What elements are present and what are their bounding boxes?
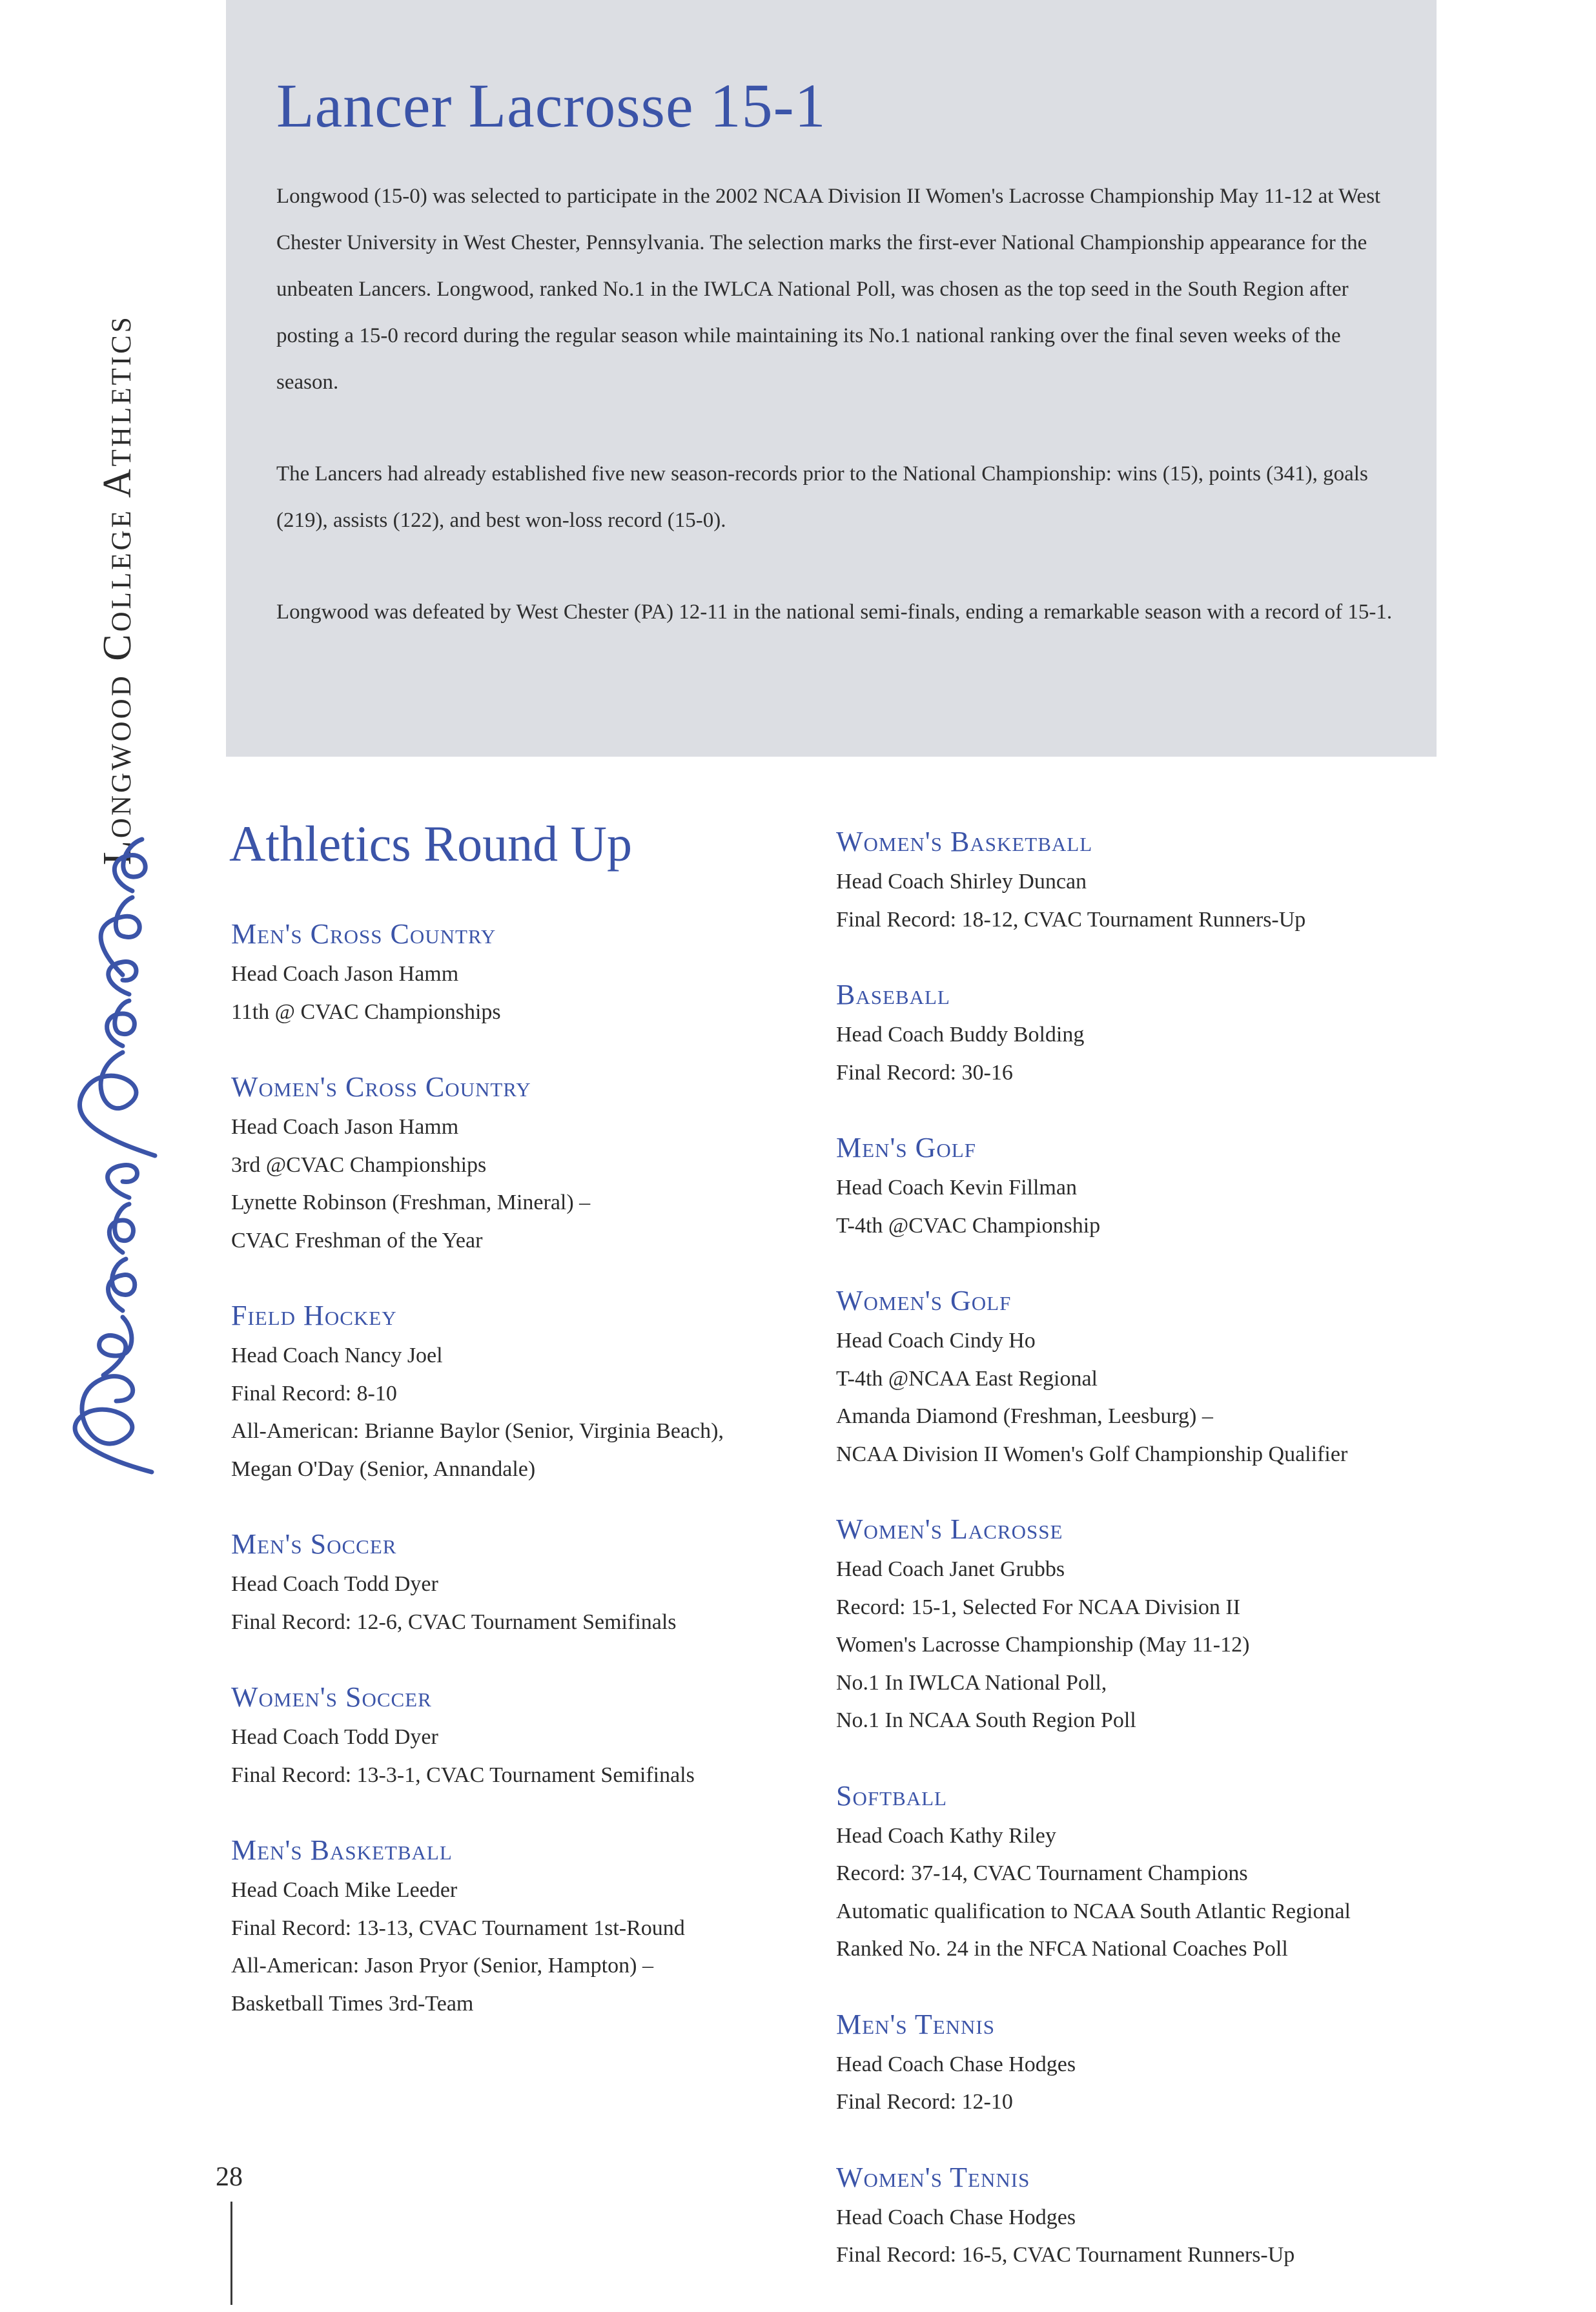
feature-title: Lancer Lacrosse 15-1	[276, 71, 826, 140]
sport-detail: Final Record: 13-13, CVAC Tournament 1st-Round	[231, 1916, 685, 1940]
sport-detail: NCAA Division II Women's Golf Championship Qualifier	[836, 1442, 1348, 1466]
sport-detail: No.1 In NCAA South Region Poll	[836, 1708, 1136, 1732]
sport-entry	[231, 916, 812, 1031]
feature-paragraph: Longwood (15-0) was selected to participate in the 2002 NCAA Division II Women's Lacrosse Championship May 11-12 at West Chester University in West Chester, Pennsylvania. The selection marks the first-ever National Championship appearance for the unbeaten Lancers. Longwood, ranked No.1 in the IWLCA National Poll, was chosen as the top seed in the South Region after posting a 15-0 record during the regular season while maintaining its No.1 national ranking over the final seven weeks of the season.	[276, 185, 1381, 394]
sport-detail: Head Coach Kevin Fillman	[836, 1176, 1077, 1200]
sport-name: Softball	[836, 1779, 947, 1812]
sport-detail: All-American: Jason Pryor (Senior, Hampton) –	[231, 1954, 653, 1978]
sport-entry	[836, 1777, 1417, 1969]
feature-paragraph: Longwood was defeated by West Chester (PA) 12-11 in the national semi-finals, ending a remarkable season with a record of 15-1.	[276, 600, 1393, 624]
sport-detail: Basketball Times 3rd-Team	[231, 1991, 474, 2016]
sport-detail: Head Coach Nancy Joel	[231, 1344, 443, 1367]
sport-detail: Head Coach Cindy Ho	[836, 1329, 1036, 1353]
sport-detail: Final Record: 16-5, CVAC Tournament Runners-Up	[836, 2243, 1295, 2267]
sport-detail: Head Coach Buddy Bolding	[836, 1023, 1085, 1047]
side-title: Longwood College Athletics	[96, 314, 139, 865]
sport-detail: Head Coach Chase Hodges	[836, 2052, 1076, 2076]
sport-detail: Final Record: 12-6, CVAC Tournament Semifinals	[231, 1610, 677, 1634]
sport-detail: Head Coach Todd Dyer	[231, 1572, 438, 1596]
sport-detail: Record: 37-14, CVAC Tournament Champions	[836, 1861, 1248, 1885]
sport-detail: 11th @ CVAC Championships	[231, 999, 501, 1024]
sport-entry	[836, 2159, 1417, 2275]
sport-name: Women's Cross Country	[231, 1071, 531, 1103]
sport-entry	[231, 1069, 812, 1260]
sport-detail: Head Coach Jason Hamm	[231, 1115, 459, 1139]
page-rule	[230, 2202, 232, 2305]
sport-detail: Head Coach Jason Hamm	[231, 962, 459, 986]
sport-name: Men's Basketball	[231, 1834, 453, 1866]
sport-name: Baseball	[836, 979, 950, 1010]
sport-detail: Head Coach Mike Leeder	[231, 1878, 458, 1902]
sport-entry	[231, 1297, 812, 1488]
sport-entry	[836, 1129, 1417, 1245]
sport-entry	[836, 976, 1417, 1092]
sport-name: Men's Tennis	[836, 2008, 995, 2040]
sport-detail: T-4th @CVAC Championship	[836, 1213, 1101, 1238]
sport-entry	[836, 2006, 1417, 2122]
sport-detail: Final Record: 18-12, CVAC Tournament Runners-Up	[836, 907, 1306, 932]
sport-detail: Head Coach Janet Grubbs	[836, 1557, 1065, 1581]
roundup-title: Athletics Round Up	[229, 815, 632, 872]
sport-detail: Final Record: 30-16	[836, 1060, 1013, 1085]
sport-detail: Head Coach Kathy Riley	[836, 1823, 1056, 1848]
feature-paragraph: The Lancers had already established five new season-records prior to the National Championship: wins (15), points (341), goals (219), assists (122), and best won-loss record (15-0).	[276, 462, 1368, 532]
feature-body	[276, 173, 1400, 680]
sport-detail: Final Record: 8-10	[231, 1381, 397, 1406]
roundup-right-column	[836, 823, 1417, 2312]
sport-name: Women's Lacrosse	[836, 1513, 1063, 1545]
sport-entry	[231, 1832, 812, 2023]
sport-detail: Women's Lacrosse Championship (May 11-12)	[836, 1633, 1250, 1657]
script-logo-lancer-scoreboard	[26, 820, 181, 1491]
sport-detail: Megan O'Day (Senior, Annandale)	[231, 1457, 536, 1481]
sport-name: Women's Tennis	[836, 2161, 1030, 2193]
page-number: 28	[216, 2162, 243, 2192]
sport-detail: Ranked No. 24 in the NFCA National Coaches Poll	[836, 1937, 1288, 1961]
sport-name: Men's Soccer	[231, 1528, 397, 1560]
sport-detail: Head Coach Shirley Duncan	[836, 870, 1087, 894]
sport-entry	[231, 1526, 812, 1641]
sport-entry	[836, 1511, 1417, 1740]
sport-detail: Final Record: 13-3-1, CVAC Tournament Semifinals	[231, 1763, 695, 1787]
feature-box	[226, 0, 1437, 757]
sport-detail: Amanda Diamond (Freshman, Leesburg) –	[836, 1404, 1213, 1428]
sport-entry	[836, 823, 1417, 939]
sport-name: Men's Golf	[836, 1132, 976, 1163]
sport-detail: Lynette Robinson (Freshman, Mineral) –	[231, 1191, 591, 1214]
sport-name: Men's Cross Country	[231, 918, 496, 950]
sport-detail: Final Record: 12-10	[836, 2090, 1013, 2114]
sport-detail: 3rd @CVAC Championships	[231, 1152, 487, 1177]
sport-detail: Record: 15-1, Selected For NCAA Division II	[836, 1595, 1241, 1619]
sport-detail: Automatic qualification to NCAA South Atlantic Regional	[836, 1899, 1351, 1923]
sport-detail: Head Coach Todd Dyer	[231, 1725, 438, 1749]
sport-detail: No.1 In IWLCA National Poll,	[836, 1670, 1107, 1695]
sport-name: Women's Soccer	[231, 1681, 432, 1713]
sport-detail: T-4th @NCAA East Regional	[836, 1366, 1098, 1391]
sport-name: Field Hockey	[231, 1300, 397, 1331]
script-logo-text: Lancer Scoreboard	[26, 820, 31, 821]
sport-name: Women's Basketball	[836, 826, 1093, 857]
sport-detail: All-American: Brianne Baylor (Senior, Virginia Beach),	[231, 1419, 724, 1443]
sport-entry	[836, 1282, 1417, 1473]
sport-detail: Head Coach Chase Hodges	[836, 2205, 1076, 2229]
sport-entry	[231, 1679, 812, 1794]
roundup-left-column	[231, 916, 812, 2060]
sport-detail: CVAC Freshman of the Year	[231, 1228, 483, 1253]
sport-name: Women's Golf	[836, 1285, 1012, 1316]
